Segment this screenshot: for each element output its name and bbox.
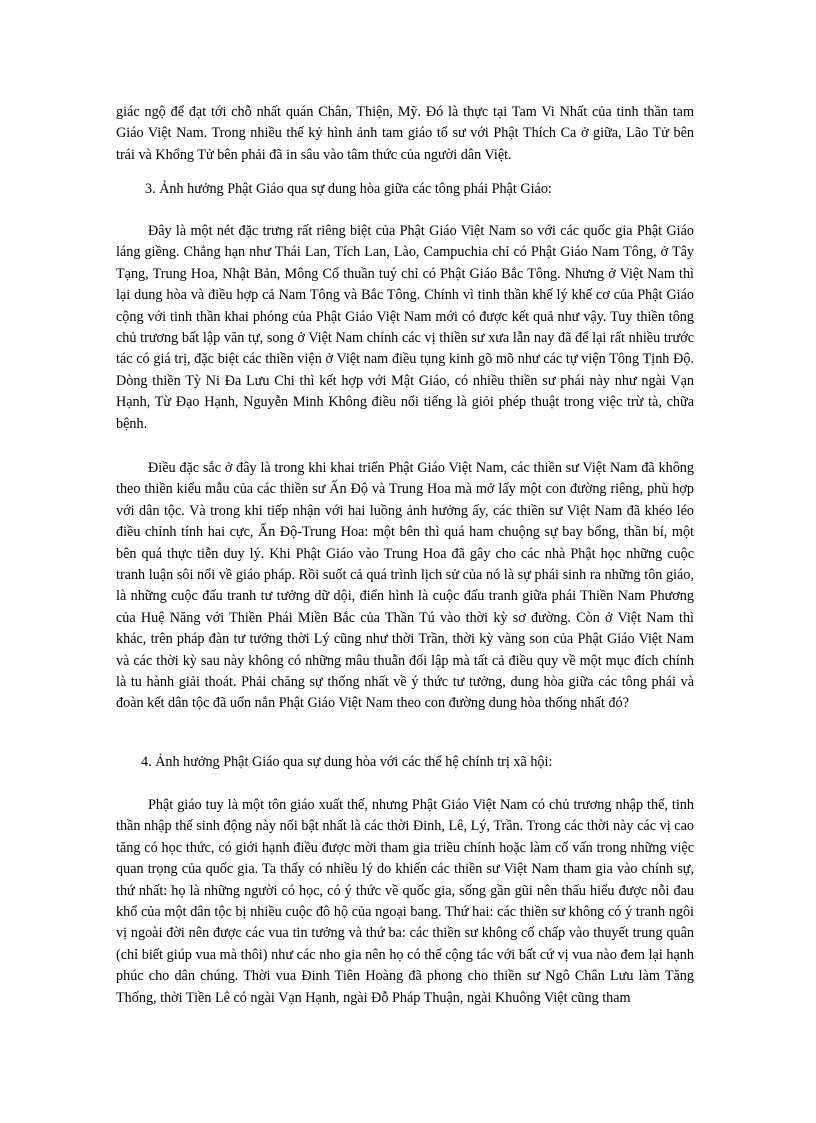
intro-paragraph: giác ngộ để đạt tới chỗ nhất quán Chân, Thiện, Mỹ. Đó là thực tại Tam Vi Nhất của tinh thần tam Giáo Việt Nam. Trong nhiều thế kỷ hình ảnh tam giáo tổ sư với Phật Thích Ca ở giữa, Lão Tử bên trái và Khổng Tử bên phải đã in sâu vào tâm thức của người dân Việt. bbox=[116, 104, 694, 163]
section-3-paragraph-1: Đây là một nét đặc trưng rất riêng biệt của Phật Giáo Việt Nam so với các quốc gia Phật Giáo láng giềng. Chẳng hạn như Thái Lan, Tích Lan, Lào, Campuchia chỉ có Phật Giáo Nam Tông, ở Tây Tạng, Trung Hoa, Nhật Bản, Mông Cổ thuần tuý chỉ có Phật Giáo Bắc Tông. Nhưng ở Việt Nam thì lại dung hòa và điều hợp cả Nam Tông và Bắc Tông. Chính vì tinh thần khế lý khế cơ của Phật Giáo cộng với tinh thần khai phóng của Phật Giáo Việt Nam mới có được kết quả như vậy. Tuy thiền tông chủ trương bất lập văn tự, song ở Việt Nam chính các vị thiền sư xưa lẫn nay đã để lại rất nhiều trước tác có giá trị, đặc biệt các thiền viện ở Việt nam điều tụng kinh gõ mõ như các tự viện Tông Tịnh Độ. Dòng thiền Tỳ Ni Đa Lưu Chi thì kết hợp với Mật Giáo, có nhiều thiền sư phái này như ngài Vạn Hạnh, Từ Đạo Hạnh, Nguyễn Minh Không điều nổi tiếng là giỏi phép thuật trong việc trừ tà, chữa bệnh. bbox=[116, 223, 694, 432]
section-3-heading: 3. Ảnh hưởng Phật Giáo qua sự dung hòa giữa các tông phái Phật Giáo: bbox=[145, 181, 552, 197]
section-3-paragraph-2: Điều đặc sắc ở đây là trong khi khai triển Phật Giáo Việt Nam, các thiền sư Việt Nam đã không theo thiền kiểu mẫu của các thiền sư Ấn Độ và Trung Hoa mà mở lấy một con đường riêng, phù hợp với dân tộc. Và trong khi tiếp nhận với hai luồng ảnh hưởng ấy, các thiền sư Việt Nam đã khéo léo điều chỉnh tính hai cực, Ấn Độ-Trung Hoa: một bên thì quá ham chuộng sự bay bổng, thần bí, một bên quá thực tiễn duy lý. Khi Phật Giáo vào Trung Hoa đã gây cho các nhà Phật học những cuộc tranh luận sôi nổi về giáo pháp. Rồi suốt cả quá trình lịch sử của nó là sự phái sinh ra những tôn giáo, là những cuộc đấu tranh tư tưởng dữ dội, điển hình là cuộc đấu tranh giữa phái Thiền Nam Phương của Huệ Năng với Thiền Phái Miền Bắc của Thần Tú vào thời kỳ sơ đường. Còn ở Việt Nam thì khác, trên pháp đàn tư tưởng thời Lý cũng như thời Trần, thời kỳ vàng son của Phật Giáo Việt Nam và các thời kỳ sau này không có những mâu thuẫn đối lập mà tất cả điều quy về một mục đích chính là tu hành giải thoát. Phải chăng sự thống nhất về ý thức tư tưởng, dung hòa giữa các tông phái và đoàn kết dân tộc đã uốn nắn Phật Giáo Việt Nam theo con đường dung hòa thống nhất đó? bbox=[116, 460, 694, 712]
section-4-heading: 4. Ảnh hưởng Phật Giáo qua sự dung hòa với các thế hệ chính trị xã hội: bbox=[141, 754, 553, 770]
section-4-paragraph-1: Phật giáo tuy là một tôn giáo xuất thế, nhưng Phật Giáo Việt Nam có chủ trương nhập thế, tinh thần nhập thế sinh động này nổi bật nhất là các thời Đinh, Lê, Lý, Trần. Trong các thời này các vị cao tăng có học thức, có giới hạnh điều được mời tham gia triều chính hoặc làm cố vấn trong những việc quan trọng của quốc gia. Ta thấy có nhiều lý do khiến các thiền sư Việt Nam tham gia vào chính sự, thứ nhất: họ là những người có học, có ý thức về quốc gia, sống gần gũi nên thấu hiểu được nỗi đau khổ của một dân tộc bị nhiều cuộc đô hộ của ngoại bang. Thứ hai: các thiền sư không có ý tranh ngôi vị ngoài đời nên được các vua tin tưởng và thứ ba: các thiền sư không cố chấp vào thuyết trung quân (chỉ biết giúp vua mà thôi) như các nho gia nên họ có thể cộng tác với bất cứ vị vua nào đem lại hạnh phúc cho dân chúng. Thời vua Đinh Tiên Hoàng đã phong cho thiền sư Ngô Chân Lưu làm Tăng Thống, thời Tiền Lê có ngài Vạn Hạnh, ngài Đỗ Pháp Thuận, ngài Khuông Việt cũng tham bbox=[116, 797, 694, 1006]
